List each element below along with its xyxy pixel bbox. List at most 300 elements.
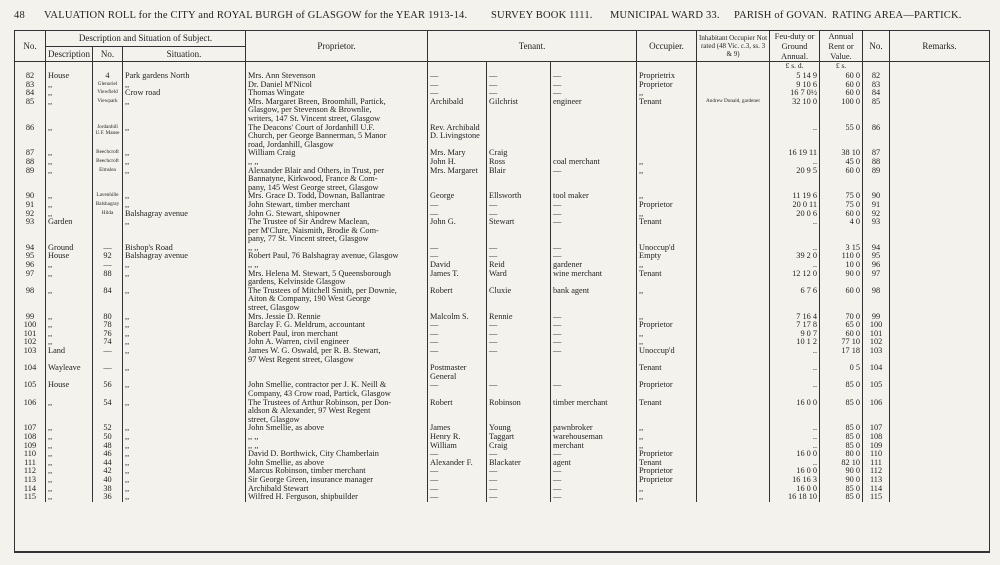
row-feuduty: 6 7 6: [770, 287, 820, 313]
table-row: [15, 381, 990, 398]
row-occupier: Tenant: [637, 218, 697, 244]
row-proprietor: Wilfred H. Ferguson, shipbuilder: [246, 493, 428, 502]
row-no: 104: [15, 364, 46, 381]
row-tenant-first: —: [428, 467, 487, 476]
table-row: [15, 313, 990, 322]
row-situation: ,,: [123, 313, 246, 322]
row-no: 84: [15, 89, 46, 98]
row-inhabitant-occupier: [697, 313, 770, 322]
row-tenant-occupation: —: [551, 244, 637, 253]
row-tenant-occupation: —: [551, 321, 637, 330]
row-rent: 90 0: [820, 270, 863, 287]
row-description: ,,: [46, 210, 93, 219]
row-no-right: 93: [863, 218, 890, 244]
row-tenant-first: Archibald: [428, 98, 487, 124]
row-situation: ,,: [123, 347, 246, 364]
row-tenant-first: Robert: [428, 399, 487, 425]
row-number: 78: [93, 321, 123, 330]
row-proprietor: Mrs. Jessie D. Rennie: [246, 313, 428, 322]
row-tenant-occupation: —: [551, 347, 637, 364]
row-rent: 77 10: [820, 338, 863, 347]
row-tenant-surname: Blair: [487, 167, 551, 193]
row-tenant-surname: —: [487, 493, 551, 502]
row-tenant-first: Rev. Archibald D. Livingstone: [428, 124, 487, 150]
row-proprietor: John Stewart, timber merchant: [246, 201, 428, 210]
row-number: —: [93, 261, 123, 270]
row-tenant-occupation: —: [551, 450, 637, 459]
row-tenant-surname: —: [487, 338, 551, 347]
row-no: 98: [15, 287, 46, 313]
row-remarks: [890, 467, 990, 476]
row-no: 111: [15, 459, 46, 468]
row-proprietor: John A. Warren, civil engineer: [246, 338, 428, 347]
table-row: [15, 399, 990, 425]
row-tenant-surname: —: [487, 72, 551, 81]
row-number: Glenoriel: [93, 81, 123, 90]
row-proprietor: The Trustees of Mitchell Smith, per Downie, Aiton & Company, 190 West George street, Glasgow: [246, 287, 428, 313]
row-description: ,,: [46, 89, 93, 98]
row-no: 88: [15, 158, 46, 167]
row-inhabitant-occupier: [697, 485, 770, 494]
row-no: 113: [15, 476, 46, 485]
row-remarks: [890, 218, 990, 244]
row-occupier: ,,: [637, 330, 697, 339]
row-situation: ,,: [123, 167, 246, 193]
row-rent: 82 10: [820, 459, 863, 468]
row-number: 52: [93, 424, 123, 433]
row-tenant-first: —: [428, 252, 487, 261]
row-feuduty: 7 17 8: [770, 321, 820, 330]
row-tenant-first: John G.: [428, 218, 487, 244]
row-occupier: ,,: [637, 338, 697, 347]
row-no-right: 94: [863, 244, 890, 253]
row-number: —: [93, 364, 123, 381]
row-situation: ,,: [123, 399, 246, 425]
row-inhabitant-occupier: [697, 424, 770, 433]
row-tenant-occupation: —: [551, 89, 637, 98]
row-inhabitant-occupier: [697, 192, 770, 201]
row-rent: 80 0: [820, 450, 863, 459]
row-feuduty: ..: [770, 364, 820, 381]
row-remarks: [890, 493, 990, 502]
row-inhabitant-occupier: [697, 450, 770, 459]
row-feuduty: 9 10 6: [770, 81, 820, 90]
survey-book: SURVEY BOOK 1111.: [491, 10, 593, 21]
row-number: 44: [93, 459, 123, 468]
table-row: [15, 252, 990, 261]
row-no: 89: [15, 167, 46, 193]
row-no: 87: [15, 149, 46, 158]
row-rent: 100 0: [820, 98, 863, 124]
row-rent: 85 0: [820, 381, 863, 398]
row-occupier: Proprietor: [637, 81, 697, 90]
row-rent: 90 0: [820, 476, 863, 485]
row-feuduty: 16 7 0½: [770, 89, 820, 98]
row-inhabitant-occupier: [697, 244, 770, 253]
row-tenant-occupation: —: [551, 467, 637, 476]
row-tenant-surname: —: [487, 467, 551, 476]
row-rent: 75 0: [820, 192, 863, 201]
row-remarks: [890, 192, 990, 201]
table-row: [15, 364, 990, 381]
row-situation: ,,: [123, 158, 246, 167]
row-no-right: 85: [863, 98, 890, 124]
row-no: 114: [15, 485, 46, 494]
table-row: [15, 330, 990, 339]
col-description: Description: [46, 46, 93, 62]
row-number: Balshagray: [93, 201, 123, 210]
row-number: 42: [93, 467, 123, 476]
row-tenant-occupation: warehouseman: [551, 433, 637, 442]
row-tenant-first: —: [428, 338, 487, 347]
row-feuduty: 16 0 0: [770, 467, 820, 476]
col-tenant: Tenant.: [428, 31, 637, 62]
row-proprietor: John Smellie, as above: [246, 459, 428, 468]
row-tenant-occupation: merchant: [551, 442, 637, 451]
table-row: [15, 433, 990, 442]
row-proprietor: John Smellie, as above: [246, 424, 428, 433]
row-proprietor: Barclay F. G. Meldrum, accountant: [246, 321, 428, 330]
row-number: 92: [93, 252, 123, 261]
row-feuduty: ..: [770, 424, 820, 433]
row-number: 80: [93, 313, 123, 322]
row-occupier: ,,: [637, 261, 697, 270]
row-tenant-first: Robert: [428, 287, 487, 313]
row-remarks: [890, 321, 990, 330]
row-feuduty: ..: [770, 244, 820, 253]
row-inhabitant-occupier: [697, 201, 770, 210]
row-proprietor: Robert Paul, 76 Balshagray avenue, Glasgow: [246, 252, 428, 261]
row-situation: ,,: [123, 81, 246, 90]
row-situation: ,,: [123, 459, 246, 468]
col-inhabitant: Inhabitant Occupier Not rated (48 Vic. c.3, ss. 3 & 9): [697, 31, 770, 62]
row-no-right: 97: [863, 270, 890, 287]
row-tenant-first: —: [428, 450, 487, 459]
row-occupier: Tenant: [637, 399, 697, 425]
row-feuduty: 16 0 0: [770, 450, 820, 459]
row-occupier: ,,: [637, 442, 697, 451]
row-no-right: 115: [863, 493, 890, 502]
row-feuduty: ..: [770, 158, 820, 167]
row-tenant-occupation: bank agent: [551, 287, 637, 313]
row-occupier: Proprietor: [637, 476, 697, 485]
row-remarks: [890, 201, 990, 210]
row-inhabitant-occupier: [697, 167, 770, 193]
row-inhabitant-occupier: [697, 381, 770, 398]
row-situation: ,,: [123, 124, 246, 150]
row-tenant-first: Postmaster General: [428, 364, 487, 381]
row-no: 97: [15, 270, 46, 287]
row-rent: 17 18: [820, 347, 863, 364]
table-row: [15, 442, 990, 451]
row-inhabitant-occupier: [697, 476, 770, 485]
row-inhabitant-occupier: [697, 433, 770, 442]
row-description: House: [46, 252, 93, 261]
rating-area: RATING AREA—PARTICK.: [832, 10, 962, 21]
row-inhabitant-occupier: [697, 321, 770, 330]
row-number: —: [93, 244, 123, 253]
row-no: 112: [15, 467, 46, 476]
row-tenant-occupation: agent: [551, 459, 637, 468]
row-tenant-occupation: tool maker: [551, 192, 637, 201]
row-feuduty: 39 2 0: [770, 252, 820, 261]
row-no: 102: [15, 338, 46, 347]
row-rent: 45 0: [820, 158, 863, 167]
row-tenant-occupation: —: [551, 218, 637, 244]
row-proprietor: ,, ,,: [246, 433, 428, 442]
row-no: 99: [15, 313, 46, 322]
row-number: 36: [93, 493, 123, 502]
row-no-right: 111: [863, 459, 890, 468]
row-tenant-surname: Blackater: [487, 459, 551, 468]
row-rent: 90 0: [820, 467, 863, 476]
row-remarks: [890, 98, 990, 124]
row-situation: ,,: [123, 192, 246, 201]
row-tenant-surname: Gilchrist: [487, 98, 551, 124]
table-row: [15, 72, 990, 81]
row-number: 4: [93, 72, 123, 81]
row-occupier: Tenant: [637, 98, 697, 124]
row-remarks: [890, 89, 990, 98]
row-situation: ,,: [123, 287, 246, 313]
row-inhabitant-occupier: [697, 218, 770, 244]
row-number: Viewpark: [93, 98, 123, 124]
row-no-right: 113: [863, 476, 890, 485]
table-row: [15, 287, 990, 313]
row-feuduty: 20 9 5: [770, 167, 820, 193]
row-no: 82: [15, 72, 46, 81]
row-proprietor: Robert Paul, iron merchant: [246, 330, 428, 339]
row-description: Garden: [46, 218, 93, 244]
row-number: 46: [93, 450, 123, 459]
row-inhabitant-occupier: [697, 330, 770, 339]
row-inhabitant-occupier: [697, 347, 770, 364]
row-tenant-surname: —: [487, 450, 551, 459]
table-row: [15, 149, 990, 158]
row-no-right: 91: [863, 201, 890, 210]
row-rent: 60 0: [820, 330, 863, 339]
row-inhabitant-occupier: [697, 72, 770, 81]
row-tenant-surname: Craig: [487, 149, 551, 158]
row-tenant-surname: Reid: [487, 261, 551, 270]
row-inhabitant-occupier: [697, 124, 770, 150]
row-description: ,,: [46, 424, 93, 433]
row-proprietor: Mrs. Margaret Breen, Broomhill, Partick, Glasgow, per Stevenson & Brownlie, writers, 147 St. Vincent street, Glasgow: [246, 98, 428, 124]
table-row: [15, 192, 990, 201]
row-occupier: ,,: [637, 158, 697, 167]
row-number: 40: [93, 476, 123, 485]
row-rent: 38 10: [820, 149, 863, 158]
parish: PARISH of GOVAN.: [734, 10, 827, 21]
row-no-right: 84: [863, 89, 890, 98]
row-situation: ,,: [123, 149, 246, 158]
row-inhabitant-occupier: [697, 81, 770, 90]
row-situation: ,,: [123, 364, 246, 381]
row-number: [93, 218, 123, 244]
row-rent: 110 0: [820, 252, 863, 261]
row-description: House: [46, 381, 93, 398]
row-description: ,,: [46, 338, 93, 347]
row-no-right: 86: [863, 124, 890, 150]
row-feuduty: ..: [770, 459, 820, 468]
row-tenant-occupation: gardener: [551, 261, 637, 270]
table-row: [15, 81, 990, 90]
row-number: 84: [93, 287, 123, 313]
row-rent: 85 0: [820, 399, 863, 425]
row-no: 86: [15, 124, 46, 150]
row-feuduty: ..: [770, 124, 820, 150]
row-inhabitant-occupier: [697, 261, 770, 270]
row-no-right: 98: [863, 287, 890, 313]
row-tenant-surname: —: [487, 252, 551, 261]
row-no: 109: [15, 442, 46, 451]
row-remarks: [890, 433, 990, 442]
row-feuduty: ..: [770, 347, 820, 364]
row-no: 110: [15, 450, 46, 459]
row-occupier: ,,: [637, 485, 697, 494]
table-row: [15, 459, 990, 468]
row-remarks: [890, 442, 990, 451]
row-proprietor: William Craig: [246, 149, 428, 158]
row-remarks: [890, 210, 990, 219]
row-occupier: Proprietor: [637, 201, 697, 210]
row-tenant-surname: Stewart: [487, 218, 551, 244]
row-tenant-surname: Young: [487, 424, 551, 433]
col-number: No.: [93, 46, 123, 62]
row-occupier: Proprietor: [637, 321, 697, 330]
row-situation: ,,: [123, 442, 246, 451]
row-number: Beechcroft: [93, 149, 123, 158]
row-feuduty: 11 19 6: [770, 192, 820, 201]
row-remarks: [890, 347, 990, 364]
row-tenant-first: —: [428, 485, 487, 494]
row-occupier: Proprietor: [637, 450, 697, 459]
table-row: [15, 124, 990, 150]
row-no: 101: [15, 330, 46, 339]
row-remarks: [890, 81, 990, 90]
row-tenant-first: James: [428, 424, 487, 433]
row-situation: ,,: [123, 338, 246, 347]
table-row: [15, 338, 990, 347]
row-tenant-first: Malcolm S.: [428, 313, 487, 322]
row-rent: 10 0: [820, 261, 863, 270]
row-no-right: 87: [863, 149, 890, 158]
table-row: [15, 450, 990, 459]
table-row: [15, 476, 990, 485]
row-no: 105: [15, 381, 46, 398]
row-feuduty: 16 18 10: [770, 493, 820, 502]
row-proprietor: Alexander Blair and Others, in Trust, per Bannatyne, Kirkwood, France & Com- pany, 145 West George street, Glasgow: [246, 167, 428, 193]
row-situation: Park gardens North: [123, 72, 246, 81]
row-occupier: [637, 124, 697, 150]
row-situation: ,,: [123, 321, 246, 330]
row-tenant-first: —: [428, 330, 487, 339]
row-occupier: Tenant: [637, 364, 697, 381]
page-number: 48: [14, 10, 25, 21]
row-tenant-occupation: —: [551, 330, 637, 339]
row-remarks: [890, 313, 990, 322]
row-proprietor: The Trustee of Sir Andrew Maclean, per M'Clure, Naismith, Brodie & Com- pany, 77 St. Vincent street, Glasgow: [246, 218, 428, 244]
row-rent: 85 0: [820, 433, 863, 442]
row-tenant-first: David: [428, 261, 487, 270]
row-proprietor: The Trustees of Arthur Robinson, per Don- aldson & Alexander, 97 West Regent street, Glasgow: [246, 399, 428, 425]
row-proprietor: Mrs. Helena M. Stewart, 5 Queensborough gardens, Kelvinside Glasgow: [246, 270, 428, 287]
row-no-right: 108: [863, 433, 890, 442]
row-no: 85: [15, 98, 46, 124]
row-situation: ,,: [123, 467, 246, 476]
row-remarks: [890, 158, 990, 167]
row-tenant-first: —: [428, 476, 487, 485]
row-feuduty: 20 0 11: [770, 201, 820, 210]
row-no-right: 96: [863, 261, 890, 270]
row-remarks: [890, 287, 990, 313]
row-tenant-first: Mrs. Margaret: [428, 167, 487, 193]
row-number: Lavenhille: [93, 192, 123, 201]
row-description: ,,: [46, 149, 93, 158]
row-feuduty: 7 16 4: [770, 313, 820, 322]
row-situation: Crow road: [123, 89, 246, 98]
row-inhabitant-occupier: [697, 287, 770, 313]
row-tenant-first: George: [428, 192, 487, 201]
row-remarks: [890, 399, 990, 425]
row-description: ,,: [46, 201, 93, 210]
row-occupier: ,,: [637, 493, 697, 502]
row-feuduty: 16 19 11: [770, 149, 820, 158]
row-no: 90: [15, 192, 46, 201]
row-description: ,,: [46, 81, 93, 90]
row-proprietor: James W. G. Oswald, per R. B. Stewart, 97 West Regent street, Glasgow: [246, 347, 428, 364]
row-situation: Balshagray avenue: [123, 252, 246, 261]
row-inhabitant-occupier: [697, 338, 770, 347]
row-number: 76: [93, 330, 123, 339]
row-remarks: [890, 252, 990, 261]
row-occupier: ,,: [637, 433, 697, 442]
row-proprietor: ,, ,,: [246, 442, 428, 451]
row-no-right: 102: [863, 338, 890, 347]
row-tenant-occupation: coal merchant: [551, 158, 637, 167]
row-feuduty: ..: [770, 261, 820, 270]
row-number: Viewfield: [93, 89, 123, 98]
table-row: [15, 270, 990, 287]
row-feuduty: 32 10 0: [770, 98, 820, 124]
row-inhabitant-occupier: [697, 149, 770, 158]
row-description: ,,: [46, 167, 93, 193]
row-tenant-first: —: [428, 493, 487, 502]
row-no-right: 100: [863, 321, 890, 330]
row-number: —: [93, 347, 123, 364]
row-tenant-first: John H.: [428, 158, 487, 167]
row-proprietor: John G. Stewart, shipowner: [246, 210, 428, 219]
row-inhabitant-occupier: [697, 467, 770, 476]
row-rent: 85 0: [820, 424, 863, 433]
row-tenant-surname: —: [487, 347, 551, 364]
row-occupier: ,,: [637, 313, 697, 322]
table-row: [15, 347, 990, 364]
row-tenant-occupation: engineer: [551, 98, 637, 124]
row-tenant-surname: —: [487, 81, 551, 90]
row-proprietor: Dr. Daniel M'Nicol: [246, 81, 428, 90]
row-no: 93: [15, 218, 46, 244]
row-feuduty: 9 0 7: [770, 330, 820, 339]
row-description: ,,: [46, 442, 93, 451]
row-situation: ,,: [123, 218, 246, 244]
row-feuduty: ..: [770, 381, 820, 398]
row-tenant-first: Mrs. Mary: [428, 149, 487, 158]
row-remarks: [890, 149, 990, 158]
col-no-right: No.: [863, 31, 890, 62]
row-rent: 85 0: [820, 493, 863, 502]
row-description: House: [46, 72, 93, 81]
